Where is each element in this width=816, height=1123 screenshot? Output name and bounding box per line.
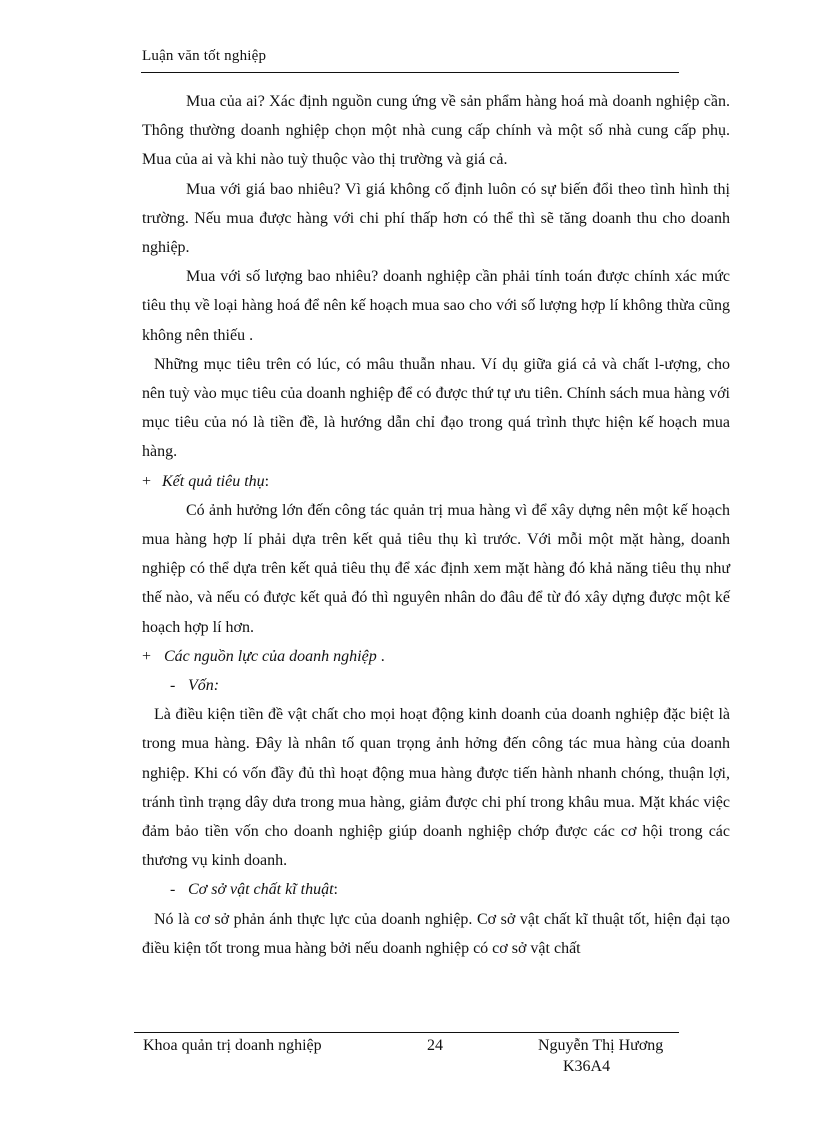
document-body: [142, 87, 730, 963]
heading-text: Các nguồn lực của doanh nghiệp: [164, 647, 377, 665]
paragraph-infrastructure: Nó là cơ sở phản ánh thực lực của doanh nghiệp. Cơ sở vật chất kĩ thuật tốt, hiện đại tạo điều kiện tốt trong mua hàng bởi nếu doanh nghiệp có cơ sở vật chất: [142, 910, 730, 957]
paragraph-price: Mua với giá bao nhiêu? Vì giá không cố định luôn có sự biến đổi theo tình hình thị trường. Nếu mua được hàng với chi phí thấp hơn có thể thì sẽ tăng doanh thu cho doanh nghiệp.: [142, 180, 730, 257]
subheading-marker: -: [170, 677, 176, 695]
subheading-capital: [142, 671, 730, 700]
subheading-suffix: :: [333, 881, 338, 899]
paragraph-who-to-buy-from: Mua của ai? Xác định nguồn cung ứng về sản phẩm hàng hoá mà doanh nghiệp cần. Thông thường doanh nghiệp chọn một nhà cung cấp chính và một số nhà cung cấp phụ. Mua của ai và khi nào tuỳ thuộc vào thị trường và giá cả.: [142, 93, 730, 169]
heading-text: Kết quả tiêu thụ: [162, 472, 265, 490]
header-divider: [141, 72, 679, 73]
subheading-text: Vốn:: [188, 677, 220, 695]
heading-marker: +: [142, 647, 152, 665]
heading-marker: +: [142, 472, 152, 490]
page-header-title: Luận văn tốt nghiệp: [142, 48, 267, 64]
footer-author: Nguyễn Thị Hương: [538, 1037, 664, 1054]
heading-resources: [142, 642, 730, 671]
heading-sales-results: [142, 467, 730, 496]
heading-suffix: .: [376, 647, 385, 665]
subheading-marker: -: [170, 881, 176, 899]
footer-class-code: K36A4: [563, 1058, 611, 1075]
subheading-text: Cơ sở vật chất kĩ thuật: [188, 881, 334, 899]
footer-divider: [134, 1032, 679, 1033]
footer-department: Khoa quản trị doanh nghiệp: [143, 1037, 322, 1054]
paragraph-sales-results: Có ảnh hưởng lớn đến công tác quản trị mua hàng vì để xây dựng nên một kế hoạch mua hàng hợp lí phải dựa trên kết quả tiêu thụ kì trước. Với mỗi một mặt hàng, doanh nghiệp có thể dựa trên kết quả tiêu thụ để xác định xem mặt hàng đó khả năng tiêu thụ như thế nào, và nếu có được kết quả đó thì nguyên nhân do đâu để từ đó xây dựng được một kế hoạch hợp lí hơn.: [142, 501, 730, 636]
paragraph-capital: Là điều kiện tiền đề vật chất cho mọi hoạt động kinh doanh của doanh nghiệp đặc biệt là trong mua hàng. Đây là nhân tố quan trọng ảnh hởng đến công tác mua hàng của doanh nghiệp. Khi có vốn đầy đủ thì hoạt động mua hàng được tiến hành nhanh chóng, thuận lợi, tránh tình trạng dây dưa trong mua hàng, giảm được chi phí trong khâu mua. Mặt khác việc đảm bảo tiền vốn cho doanh nghiệp giúp doanh nghiệp chớp được các cơ hội trong các thương vụ kinh doanh.: [142, 706, 730, 870]
heading-suffix: :: [264, 472, 270, 490]
page-number: 24: [427, 1037, 443, 1054]
subheading-infrastructure: [142, 875, 730, 904]
paragraph-quantity: Mua với số lượng bao nhiêu? doanh nghiệp cần phải tính toán được chính xác mức tiêu thụ về loại hàng hoá để nên kế hoạch mua sao cho với số lượng hợp lí không thừa cũng không nên thiếu .: [142, 268, 730, 344]
paragraph-objectives-conflict: Những mục tiêu trên có lúc, có mâu thuẫn nhau. Ví dụ giữa giá cả và chất l-ượng, cho nên tuỳ vào mục tiêu của doanh nghiệp để có được thứ tự ưu tiên. Chính sách mua hàng với mục tiêu của nó là tiền đề, là hướng dẫn chỉ đạo trong quá trình thực hiện kế hoạch mua hàng.: [142, 355, 730, 461]
